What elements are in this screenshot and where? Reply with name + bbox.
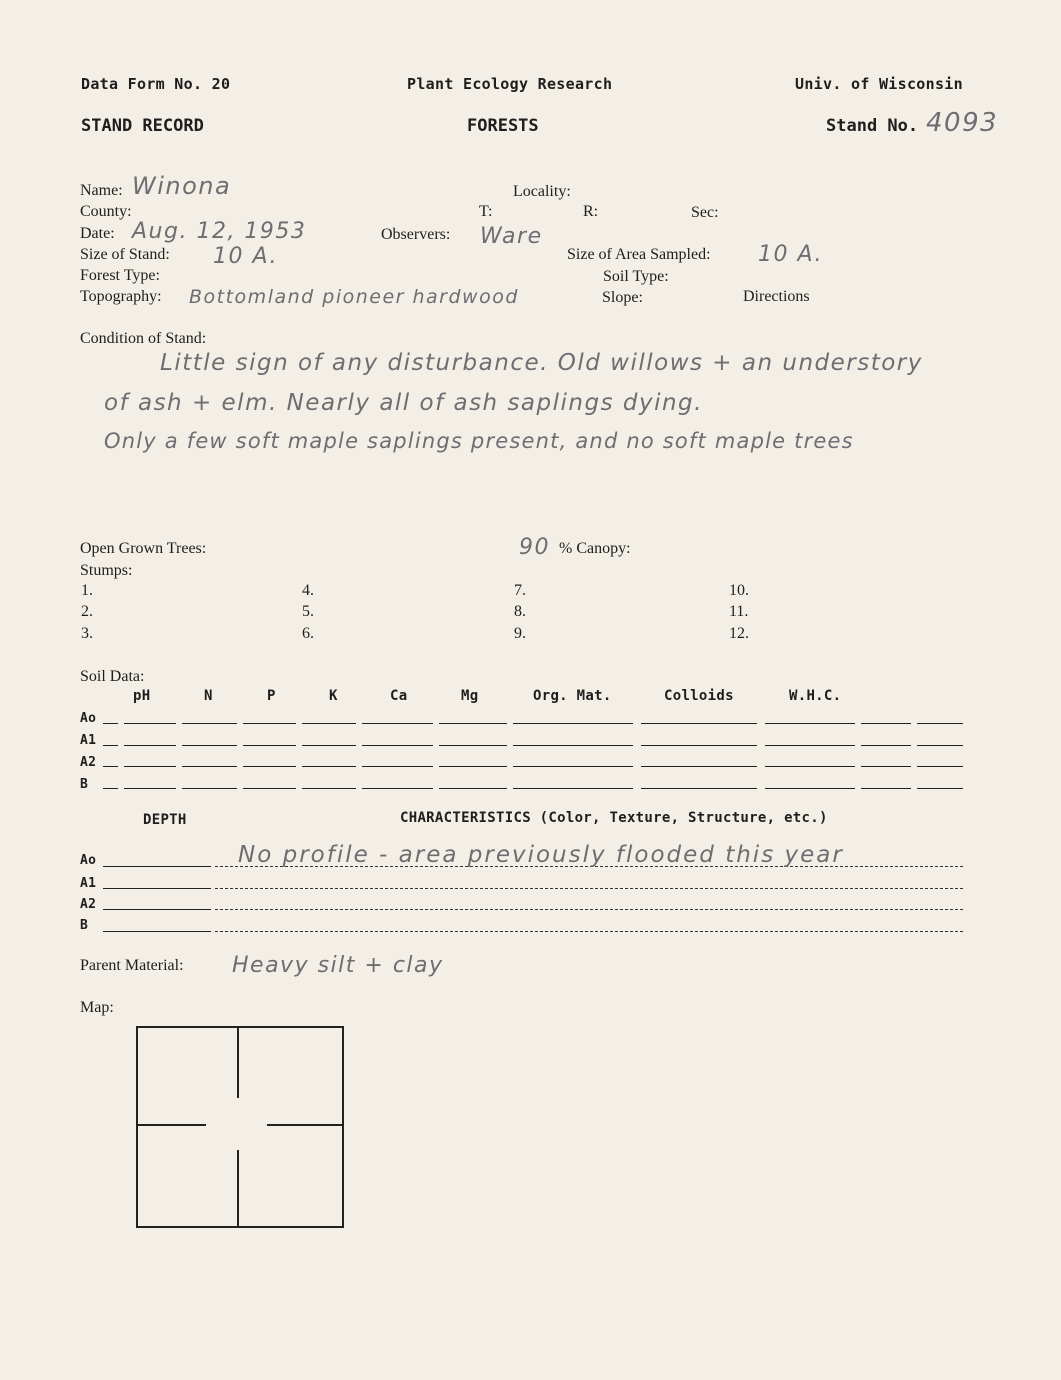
forest-type-label: Forest Type: bbox=[80, 267, 160, 284]
depth-line bbox=[103, 866, 211, 867]
characteristics-label: CHARACTERISTICS (Color, Texture, Structure, etc.) bbox=[400, 810, 828, 826]
blank-line bbox=[765, 745, 855, 746]
profile-row-label: A2 bbox=[80, 897, 97, 912]
stand-number-value: 4093 bbox=[926, 108, 999, 138]
profile-row-label: A1 bbox=[80, 876, 97, 891]
section-label: Sec: bbox=[691, 204, 719, 221]
stump-number: 2. bbox=[81, 603, 93, 620]
soil-col-header: K bbox=[329, 688, 338, 704]
blank-line bbox=[861, 745, 911, 746]
condition-line-1: Little sign of any disturbance. Old willows + an understory bbox=[160, 350, 923, 376]
blank-line bbox=[124, 788, 176, 789]
map-divider bbox=[267, 1124, 344, 1126]
observers-value: Ware bbox=[480, 224, 543, 249]
blank-line bbox=[124, 766, 176, 767]
map-divider bbox=[237, 1026, 239, 1098]
blank-line bbox=[641, 723, 757, 724]
blank-line bbox=[439, 788, 507, 789]
category-title: FORESTS bbox=[467, 116, 539, 136]
blank-line bbox=[182, 766, 237, 767]
blank-line bbox=[513, 766, 633, 767]
stump-number: 7. bbox=[514, 582, 526, 599]
profile-row-label: Ao bbox=[80, 853, 97, 868]
township-label: T: bbox=[479, 203, 493, 220]
blank-line bbox=[103, 766, 118, 767]
parent-material-label: Parent Material: bbox=[80, 957, 184, 974]
size-of-area-value: 10 A. bbox=[758, 242, 823, 267]
blank-line bbox=[362, 788, 433, 789]
condition-line-3: Only a few soft maple saplings present, and no soft maple trees bbox=[104, 429, 854, 453]
blank-line bbox=[641, 745, 757, 746]
depth-line bbox=[103, 909, 211, 910]
blank-line bbox=[439, 723, 507, 724]
condition-line-2: of ash + elm. Nearly all of ash saplings dying. bbox=[104, 390, 703, 416]
map-divider bbox=[136, 1124, 206, 1126]
blank-line bbox=[917, 723, 963, 724]
stand-number-label: Stand No. bbox=[826, 116, 919, 136]
blank-line bbox=[243, 788, 296, 789]
size-of-stand-label: Size of Stand: bbox=[80, 246, 170, 263]
blank-line bbox=[182, 723, 237, 724]
soil-row-label: Ao bbox=[80, 711, 97, 726]
county-label: County: bbox=[80, 203, 132, 220]
open-grown-trees-label: Open Grown Trees: bbox=[80, 540, 207, 557]
blank-line bbox=[182, 745, 237, 746]
blank-line bbox=[641, 766, 757, 767]
blank-line bbox=[362, 766, 433, 767]
blank-line bbox=[917, 745, 963, 746]
profile-note: No profile - area previously flooded this year bbox=[238, 842, 844, 868]
blank-line bbox=[917, 766, 963, 767]
topography-label: Topography: bbox=[80, 288, 162, 305]
soil-col-header: Mg bbox=[461, 688, 479, 704]
map-divider bbox=[237, 1150, 239, 1228]
blank-line bbox=[103, 745, 118, 746]
blank-line bbox=[513, 723, 633, 724]
canopy-value: 90 bbox=[519, 535, 550, 560]
depth-line bbox=[103, 931, 211, 932]
soil-col-header: pH bbox=[133, 688, 151, 704]
blank-line bbox=[103, 788, 118, 789]
stump-number: 5. bbox=[302, 603, 314, 620]
record-title: STAND RECORD bbox=[81, 116, 204, 136]
form-number: Data Form No. 20 bbox=[81, 75, 231, 93]
stump-number: 4. bbox=[302, 582, 314, 599]
observers-label: Observers: bbox=[381, 226, 451, 243]
blank-line bbox=[302, 788, 356, 789]
directions-label: Directions bbox=[743, 288, 810, 305]
stump-number: 10. bbox=[729, 582, 749, 599]
name-label: Name: bbox=[80, 182, 123, 199]
soil-col-header: Ca bbox=[390, 688, 408, 704]
stump-number: 12. bbox=[729, 625, 749, 642]
soil-row-label: A2 bbox=[80, 755, 97, 770]
date-label: Date: bbox=[80, 225, 115, 242]
blank-line bbox=[861, 788, 911, 789]
stump-number: 3. bbox=[81, 625, 93, 642]
stump-number: 8. bbox=[514, 603, 526, 620]
soil-data-label: Soil Data: bbox=[80, 668, 145, 685]
condition-label: Condition of Stand: bbox=[80, 330, 207, 347]
soil-col-header: W.H.C. bbox=[789, 688, 842, 704]
soil-row-label: A1 bbox=[80, 733, 97, 748]
blank-line bbox=[103, 723, 118, 724]
stump-number: 9. bbox=[514, 625, 526, 642]
stumps-label: Stumps: bbox=[80, 562, 133, 579]
characteristics-line bbox=[215, 931, 963, 932]
size-of-area-label: Size of Area Sampled: bbox=[567, 246, 711, 263]
blank-line bbox=[243, 723, 296, 724]
canopy-label: % Canopy: bbox=[559, 540, 631, 557]
blank-line bbox=[243, 766, 296, 767]
blank-line bbox=[641, 788, 757, 789]
locality-label: Locality: bbox=[513, 183, 571, 200]
blank-line bbox=[765, 788, 855, 789]
slope-label: Slope: bbox=[602, 289, 643, 306]
profile-row-label: B bbox=[80, 918, 89, 933]
organization: Plant Ecology Research bbox=[407, 75, 613, 93]
soil-col-header: Colloids bbox=[664, 688, 734, 704]
range-label: R: bbox=[583, 203, 599, 220]
blank-line bbox=[124, 745, 176, 746]
size-of-stand-value: 10 A. bbox=[213, 244, 278, 269]
blank-line bbox=[182, 788, 237, 789]
blank-line bbox=[861, 723, 911, 724]
blank-line bbox=[302, 766, 356, 767]
blank-line bbox=[917, 788, 963, 789]
map-box bbox=[136, 1026, 344, 1228]
soil-row-label: B bbox=[80, 777, 89, 792]
stump-number: 1. bbox=[81, 582, 93, 599]
soil-col-header: Org. Mat. bbox=[533, 688, 612, 704]
topography-value: Bottomland pioneer hardwood bbox=[189, 286, 519, 308]
university: Univ. of Wisconsin bbox=[795, 75, 963, 93]
blank-line bbox=[861, 766, 911, 767]
blank-line bbox=[243, 745, 296, 746]
blank-line bbox=[302, 745, 356, 746]
blank-line bbox=[302, 723, 356, 724]
blank-line bbox=[362, 745, 433, 746]
soil-col-header: P bbox=[267, 688, 276, 704]
stump-number: 6. bbox=[302, 625, 314, 642]
blank-line bbox=[765, 723, 855, 724]
characteristics-line bbox=[215, 888, 963, 889]
blank-line bbox=[124, 723, 176, 724]
blank-line bbox=[765, 766, 855, 767]
date-value: Aug. 12, 1953 bbox=[132, 219, 307, 244]
depth-label: DEPTH bbox=[143, 812, 187, 828]
blank-line bbox=[513, 745, 633, 746]
characteristics-line bbox=[215, 909, 963, 910]
depth-line bbox=[103, 888, 211, 889]
parent-material-value: Heavy silt + clay bbox=[232, 953, 444, 978]
blank-line bbox=[439, 766, 507, 767]
stump-number: 11. bbox=[729, 603, 749, 620]
name-value: Winona bbox=[132, 172, 232, 200]
blank-line bbox=[513, 788, 633, 789]
map-label: Map: bbox=[80, 999, 114, 1016]
soil-type-label: Soil Type: bbox=[603, 268, 669, 285]
blank-line bbox=[439, 745, 507, 746]
soil-col-header: N bbox=[204, 688, 213, 704]
blank-line bbox=[362, 723, 433, 724]
